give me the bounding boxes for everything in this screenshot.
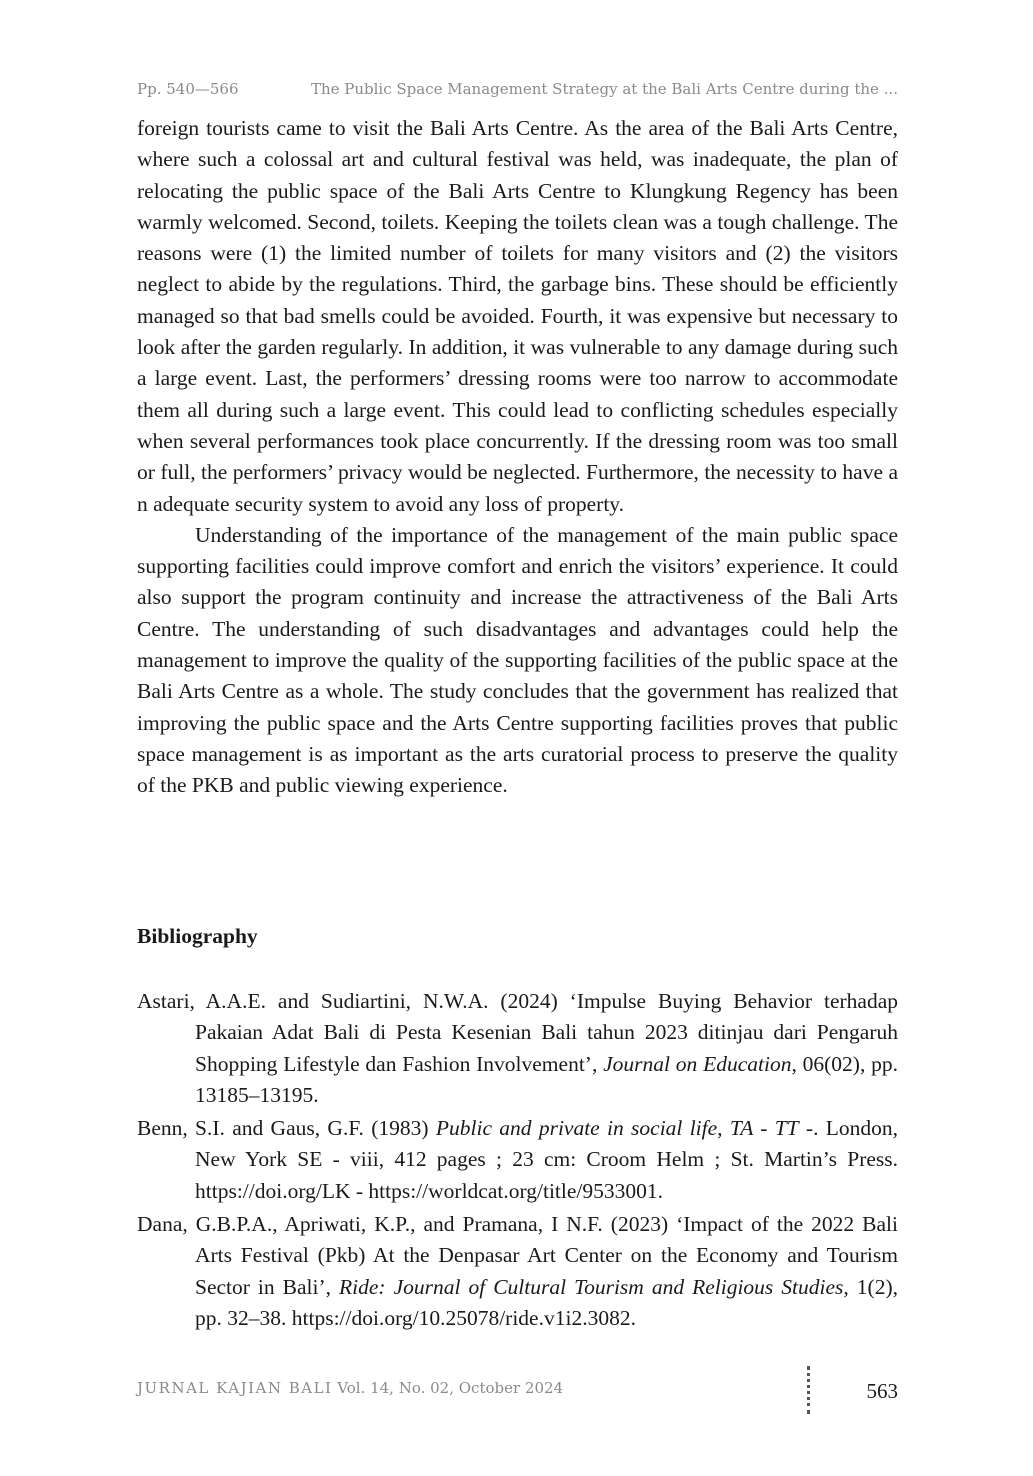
running-head: [137, 80, 898, 104]
page-number: 563: [866, 1379, 898, 1403]
paragraph-continuation: foreign tourists came to visit the Bali Arts Centre. As the area of the Bali Arts Centre, where such a colossal art and cultural festival was held, was inadequate, the plan of relocating the public space of the Bali Arts Centre to Klungkung Regency has been warmly welcomed. Second, toilets. Keeping the toilets clean was a tough challenge. The reasons were (1) the limited number of toilets for many visitors and (2) the visitors neglect to abide by the regulations. Third, the garbage bins. These should be efficiently managed so that bad smells could be avoided. Fourth, it was expensive but necessary to look after the garden regularly. In addition, it was vulnerable to any damage during such a large event. Last, the performers’ dressing rooms were too narrow to accommodate them all during such a large event. This could lead to conflicting schedules especially when several performances took place concurrently. If the dressing room was too small or full, the performers’ privacy would be neglected. Furthermore, the necessity to have a n adequate security system to avoid any loss of property.: [137, 116, 898, 516]
bibliography-list: [137, 986, 898, 1336]
bibliography-entry: [137, 1209, 898, 1334]
entry-details: , 06(02), pp. 13185–13195.: [195, 1051, 898, 1107]
entry-source-title: Journal on Education: [603, 1051, 792, 1076]
bibliography-entry: [137, 1113, 898, 1207]
body-text: [137, 113, 898, 802]
journal-name: JURNAL KAJIAN BALI: [137, 1379, 333, 1397]
bibliography-entry: [137, 986, 898, 1111]
entry-details: -. London, New York SE - viii, 412 pages ; 23 cm: Croom Helm ; St. Martin’s Press. https://doi.org/LK - https://worldcat.org/title/9533001.: [195, 1116, 899, 1203]
page-range: Pp. 540—566: [137, 80, 239, 98]
journal-volume: Vol. 14, No. 02, October 2024: [337, 1379, 564, 1397]
footer-divider: [807, 1366, 810, 1414]
entry-details: , 1(2), pp. 32–38. https://doi.org/10.25078/ride.v1i2.3082.: [195, 1274, 898, 1330]
entry-text: Dana, G.B.P.A., Apriwati, K.P., and Pramana, I N.F. (2023) ‘Impact of the 2022 Bali Arts Festival (Pkb) At the Denpasar Art Center on the Economy and Tourism Sector in Bali’,: [137, 1212, 898, 1299]
running-title: The Public Space Management Strategy at the Bali Arts Centre during the ...: [310, 80, 898, 98]
footer-journal: [137, 1379, 563, 1397]
entry-text: Astari, A.A.E. and Sudiartini, N.W.A. (2024) ‘Impulse Buying Behavior terhadap Pakaian Adat Bali di Pesta Kesenian Bali tahun 2023 ditinjau dari Pengaruh Shopping Lifestyle dan Fashion Involvement’,: [137, 989, 898, 1076]
entry-source-title: Public and private in social life, TA - TT: [435, 1116, 799, 1141]
paragraph-conclusion: Understanding of the importance of the management of the main public space supporting facilities could improve comfort and enrich the visitors’ experience. It could also support the program continuity and increase the attractiveness of the Bali Arts Centre. The understanding of such disadvantages and advantages could help the management to improve the quality of the supporting facilities of the public space at the Bali Arts Centre as a whole. The study concludes that the government has realized that improving the public space and the Arts Centre supporting facilities proves that public space management is as important as the arts curatorial process to preserve the quality of the PKB and public viewing experience.: [137, 522, 898, 798]
entry-source-title: Ride: Journal of Cultural Tourism and Religious Studies: [339, 1274, 844, 1299]
bibliography-heading: Bibliography: [137, 924, 258, 948]
entry-text: Benn, S.I. and Gaus, G.F. (1983): [137, 1116, 436, 1141]
